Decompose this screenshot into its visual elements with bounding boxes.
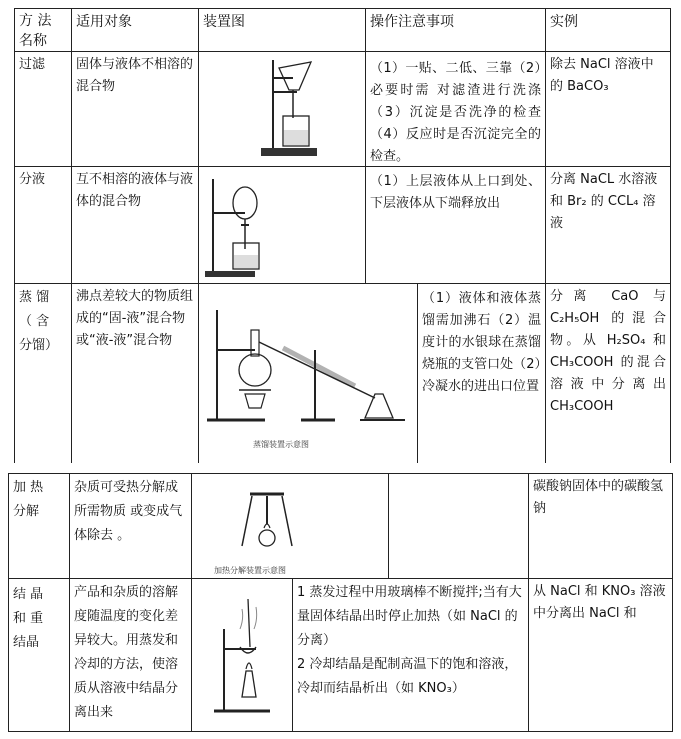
distillation-apparatus-icon <box>205 290 411 430</box>
row-heating-target: 杂质可受热分解成所需物质 或变成气体除去 。 <box>69 473 192 579</box>
evaporation-apparatus-icon <box>210 589 276 719</box>
row-filtration-method: 过滤 <box>14 51 72 167</box>
distillation-caption: 蒸馏装置示意图 <box>253 440 309 449</box>
row-crystallization-example: 从 NaCl 和 KNO₃ 溶液中分离出 NaCl 和 <box>528 578 673 732</box>
row-crystallization-method: 结 晶 和 重 结晶 <box>8 578 70 732</box>
row-filtration-notes: （1）一贴、二低、三靠（2）必要时需 对滤渣进行洗涤（3）沉淀是否洗净的检查（4）反应时是否沉淀完全的检查。 <box>365 51 546 167</box>
row-heating-notes <box>388 473 529 579</box>
row-crystallization-apparatus <box>191 578 293 732</box>
row-separation-method: 分液 <box>14 166 72 284</box>
header-notes: 操作注意事项 <box>365 8 546 52</box>
row-separation-apparatus <box>198 166 366 284</box>
row-filtration-apparatus <box>198 51 366 167</box>
row-separation-target: 互不相溶的液体与液体的混合物 <box>71 166 199 284</box>
heating-caption: 加热分解装置示意图 <box>214 566 286 575</box>
separatory-funnel-icon <box>203 173 267 279</box>
row-crystallization-target: 产品和杂质的溶解度随温度的变化差异较大。用蒸发和冷却的方法，使溶质从溶液中结晶分离出来 <box>69 578 192 732</box>
row-heating-apparatus <box>191 473 389 579</box>
row-distillation-method: 蒸 馏 （ 含 分馏） <box>14 283 72 465</box>
table-gap <box>0 463 681 473</box>
header-target: 适用对象 <box>71 8 199 52</box>
row-separation-example: 分离 NaCL 水溶液和 Br₂ 的 CCL₄ 溶液 <box>545 166 671 284</box>
row-filtration-example: 除去 NaCl 溶液中的 BaCO₃ <box>545 51 671 167</box>
row-distillation-apparatus <box>198 283 418 465</box>
thermal-decomposition-apparatus-icon <box>232 484 302 554</box>
header-method: 方 法 名称 <box>14 8 72 52</box>
row-heating-method: 加 热 分解 <box>8 473 70 579</box>
row-heating-example: 碳酸钠固体中的碳酸氢钠 <box>528 473 673 579</box>
row-filtration-target: 固体与液体不相溶的混合物 <box>71 51 199 167</box>
row-separation-notes: （1）上层液体从上口到处、下层液体从下端释放出 <box>365 166 546 284</box>
filtration-apparatus-icon <box>253 56 333 162</box>
header-apparatus: 装置图 <box>198 8 366 52</box>
row-distillation-target: 沸点差较大的物质组成的“固-液”混合物或“液-液”混合物 <box>71 283 199 465</box>
header-example: 实例 <box>545 8 671 52</box>
row-crystallization-notes: 1 蒸发过程中用玻璃棒不断搅拌;当有大量固体结晶出时停止加热（如 NaCl 的分离） 2 冷却结晶是配制高温下的饱和溶液，冷却而结晶析出（如 KNO₃） <box>292 578 529 732</box>
row-distillation-notes: （1）液体和液体蒸馏需加沸石（2）温度计的水银球在蒸馏烧瓶的支管口处（2）冷凝水的进出口位置 <box>417 283 546 465</box>
row-distillation-example: 分离 CaO 与 C₂H₅OH 的混合物。从 H₂SO₄ 和 CH₃COOH 的混合溶液中分离出 CH₃COOH <box>545 283 671 465</box>
